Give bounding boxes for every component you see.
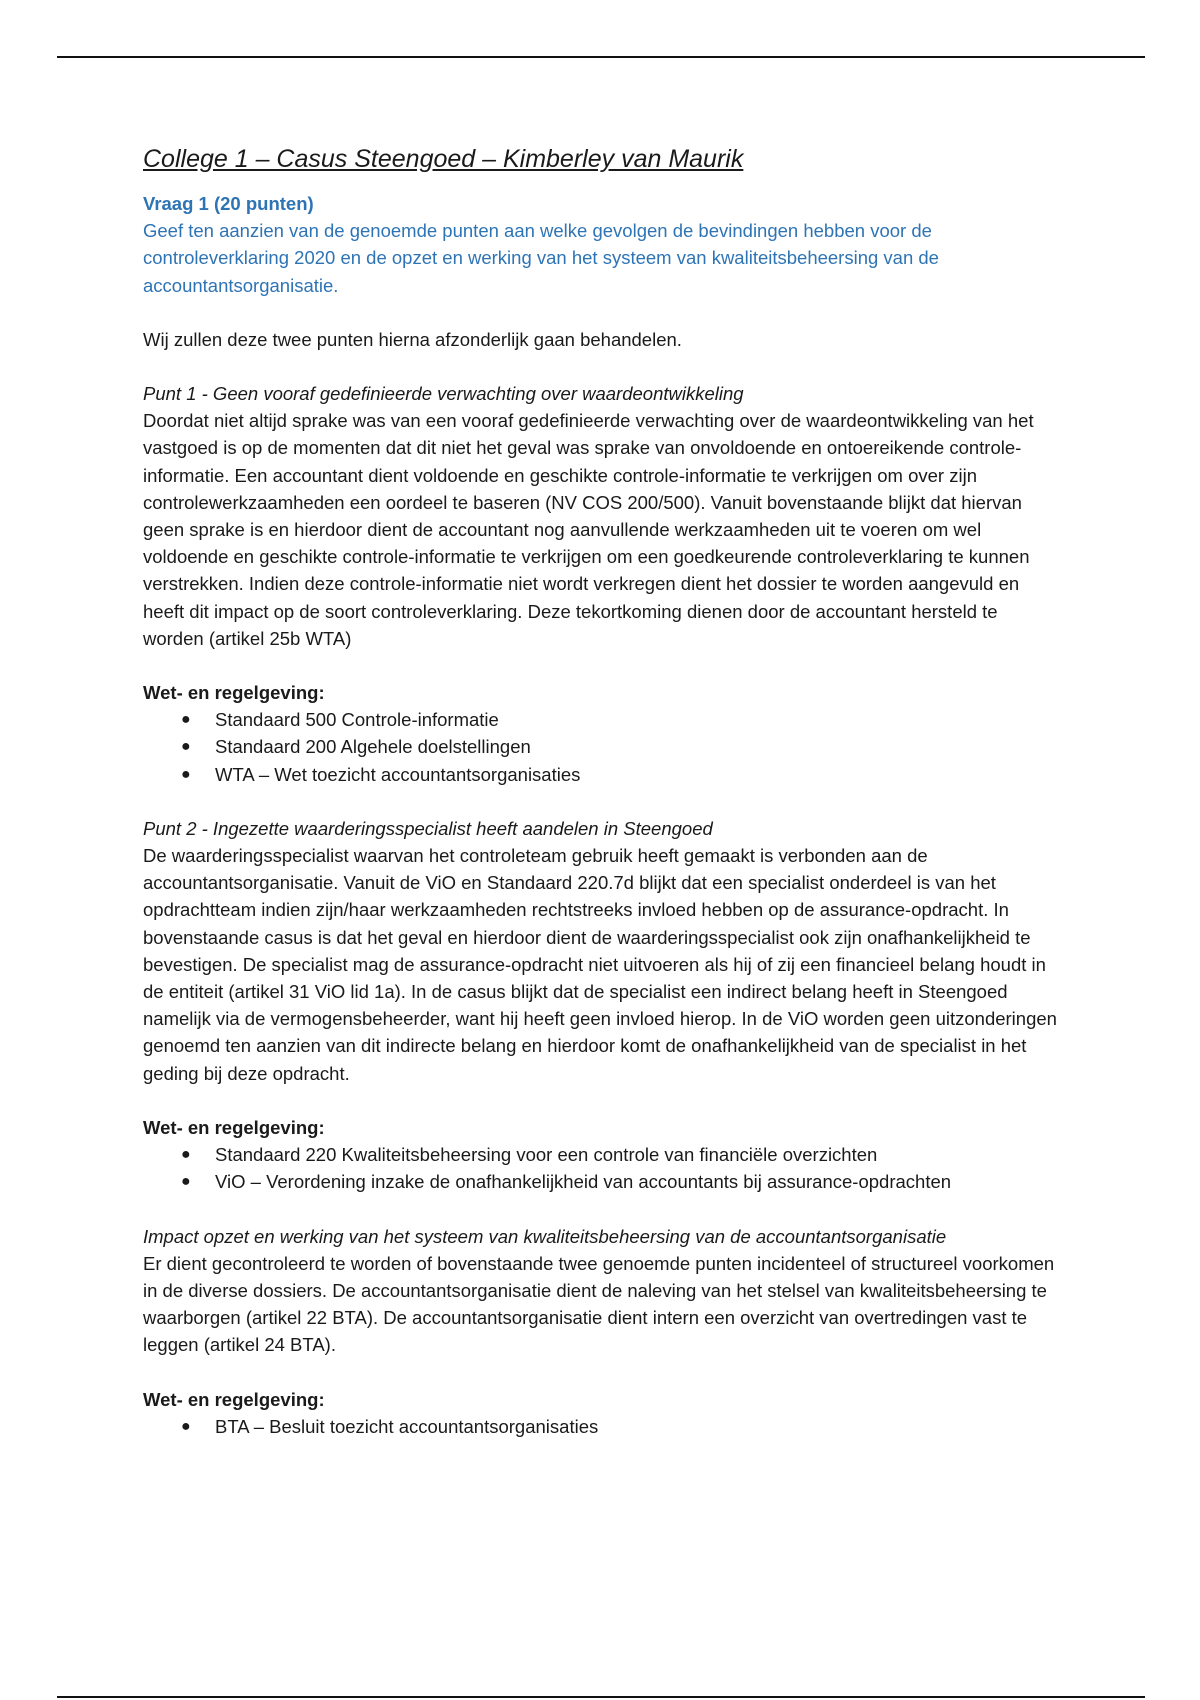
laws-list <box>143 1141 1063 1195</box>
list-item: ● Standaard 220 Kwaliteitsbeheersing voor een controle van financiële overzichten <box>143 1141 1063 1168</box>
list-item: ● BTA – Besluit toezicht accountantsorganisaties <box>143 1413 1063 1440</box>
document-body <box>143 142 1063 1467</box>
document-title: College 1 – Casus Steengoed – Kimberley van Maurik <box>143 145 744 173</box>
list-item: ● WTA – Wet toezicht accountantsorganisaties <box>143 761 1063 788</box>
bullet-icon: ● <box>181 765 191 783</box>
intro-paragraph: Wij zullen deze twee punten hierna afzonderlijk gaan behandelen. <box>143 328 682 350</box>
bullet-icon: ● <box>181 738 191 756</box>
list-item: ● Standaard 500 Controle-informatie <box>143 706 1063 733</box>
header-rule <box>57 56 1145 58</box>
list-item: ● ViO – Verordening inzake de onafhankelijkheid van accountants bij assurance-opdrachten <box>143 1168 1063 1195</box>
section-punt-2 <box>143 815 1063 1196</box>
section-body: Doordat niet altijd sprake was van een vooraf gedefinieerde verwachting over de waardeontwikkeling van het vastgoed is op de momenten dat dit niet het geval was sprake van onvoldoende en ontoereikende controle-informatie. Een accountant dient voldoende en geschikte controle-informatie te verkrijgen om over zijn controlewerkzaamheden een oordeel te baseren (NV COS 200/500). Vanuit bovenstaande blijkt dat hiervan geen sprake is en hierdoor dient de accountant nog aanvullende werkzaamheden uit te voeren om wel voldoende en geschikte controle-informatie te verkrijgen om een goedkeurende controleverklaring te kunnen verstrekken. Indien deze controle-informatie niet wordt verkregen dient het dossier te worden aangevuld en heeft dit impact op de soort controleverklaring. Deze tekortkoming dienen door de accountant hersteld te worden (artikel 25b WTA) <box>143 410 1034 649</box>
section-heading: Impact opzet en werking van het systeem van kwaliteitsbeheersing van de accountantsorganisatie <box>143 1225 947 1247</box>
laws-heading: Wet- en regelgeving: <box>143 1388 325 1410</box>
question-heading: Vraag 1 (20 punten) <box>143 193 314 214</box>
bullet-icon: ● <box>181 1146 191 1164</box>
section-heading: Punt 1 - Geen vooraf gedefinieerde verwachting over waardeontwikkeling <box>143 383 744 405</box>
bullet-icon: ● <box>181 1417 191 1435</box>
bullet-icon: ● <box>181 711 191 729</box>
section-impact <box>143 1223 1063 1440</box>
bullet-icon: ● <box>181 1173 191 1191</box>
section-body: De waarderingsspecialist waarvan het controleteam gebruik heeft gemaakt is verbonden aan de accountantsorganisatie. Vanuit de ViO en Standaard 220.7d blijkt dat een specialist onderdeel is van het opdrachtteam indien zijn/haar werkzaamheden rechtstreeks invloed hebben op de assurance-opdracht. In bovenstaande casus is dat het geval en hierdoor dient de waarderingsspecialist ook zijn onafhankelijkheid te bevestigen. De specialist mag de assurance-opdracht niet uitvoeren als hij of zij een financieel belang houdt in de entiteit (artikel 31 ViO lid 1a). In de casus blijkt dat de specialist een indirect belang heeft in Steengoed namelijk via de vermogensbeheerder, want hij heeft geen invloed hierop. In de ViO worden geen uitzonderingen genoemd ten aanzien van dit indirecte belang en hierdoor komt de onafhankelijkheid van de specialist in het geding bij deze opdracht. <box>143 845 1057 1084</box>
laws-heading: Wet- en regelgeving: <box>143 682 325 704</box>
section-body: Er dient gecontroleerd te worden of bovenstaande twee genoemde punten incidenteel of structureel voorkomen in de diverse dossiers. De accountantsorganisatie dient de naleving van het stelsel van kwaliteitsbeheersing te waarborgen (artikel 22 BTA). De accountantsorganisatie dient intern een overzicht van overtredingen vast te leggen (artikel 24 BTA). <box>143 1252 1055 1356</box>
section-heading: Punt 2 - Ingezette waarderingsspecialist heeft aandelen in Steengoed <box>143 817 713 839</box>
laws-heading: Wet- en regelgeving: <box>143 1116 325 1138</box>
list-item: ● Standaard 200 Algehele doelstellingen <box>143 733 1063 760</box>
section-punt-1 <box>143 380 1063 788</box>
laws-list <box>143 1413 1063 1440</box>
question-text: Geef ten aanzien van de genoemde punten aan welke gevolgen de bevindingen hebben voor de controleverklaring 2020 en de opzet en werking van het systeem van kwaliteitsbeheersing van de accountantsorganisatie. <box>143 220 939 296</box>
laws-list <box>143 706 1063 788</box>
footer-rule <box>57 1696 1145 1698</box>
